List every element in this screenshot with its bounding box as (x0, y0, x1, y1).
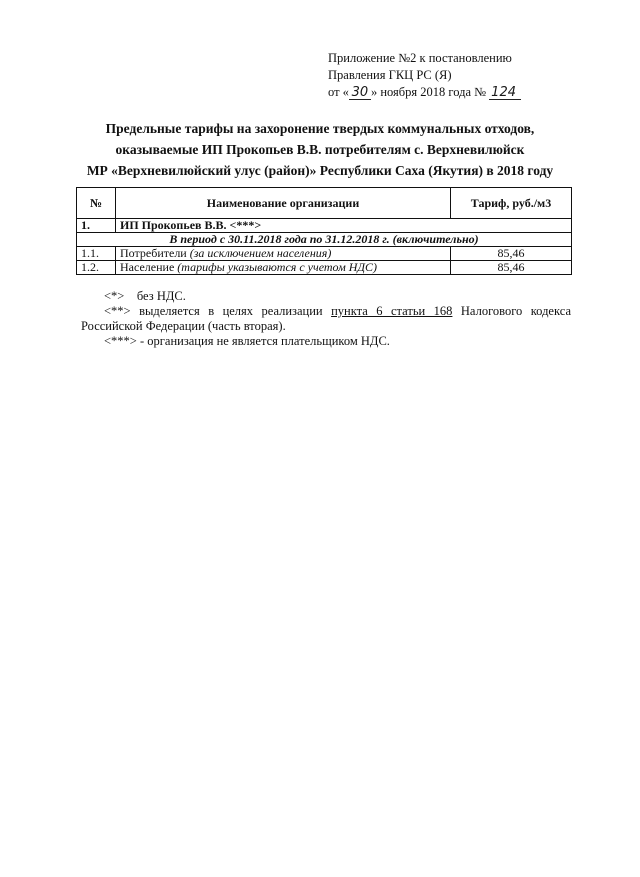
row-name-plain: Потребители (120, 246, 190, 260)
handwritten-resolution-number: 124 (489, 87, 521, 100)
row-name-italic: (тарифы указываются с учетом НДС) (177, 260, 378, 274)
header-tariff: Тариф, руб./м3 (451, 188, 572, 219)
row-name (116, 247, 451, 261)
footnote-2-line-1 (81, 304, 571, 319)
table-header-row (77, 188, 572, 219)
table-row (77, 247, 572, 261)
org-name: ИП Прокопьев В.В. <***> (116, 219, 572, 233)
footnote-1-mark: <*> (104, 289, 125, 303)
footnote-1-text: без НДС. (136, 289, 186, 303)
footnote-3-mark: <***> (104, 334, 137, 348)
header-name: Наименование организации (116, 188, 451, 219)
title-line-2: оказываемые ИП Прокопьев В.В. потребителям с. Верхневилюйск (115, 142, 525, 157)
table-row-organization (77, 219, 572, 233)
date-prefix: от « (328, 85, 349, 99)
table-row-period (77, 233, 572, 247)
appendix-header (328, 50, 521, 101)
header-num: № (77, 188, 116, 219)
appendix-line-2: Правления ГКЦ РС (Я) (328, 68, 452, 82)
footnote-1 (81, 289, 571, 304)
period-label: В период с 30.11.2018 года по 31.12.2018 г. (включительно) (77, 233, 572, 247)
org-num: 1. (77, 219, 116, 233)
date-middle: » ноября 2018 года № (370, 85, 487, 99)
footnotes (81, 289, 571, 349)
footnote-3-text: - организация не является плательщиком НДС. (139, 334, 390, 348)
footnote-2-text-before: выделяется в целях реализации (139, 304, 323, 318)
footnote-2-line-2: Российской Федерации (часть вторая). (81, 319, 286, 333)
row-num: 1.1. (77, 247, 116, 261)
title-line-3: МР «Верхневилюйский улус (район)» Республики Саха (Якутия) в 2018 году (86, 163, 554, 178)
footnote-3 (81, 334, 571, 349)
handwritten-day: 30 (349, 87, 371, 100)
document-title (40, 118, 600, 181)
tariff-table (76, 187, 572, 275)
row-num: 1.2. (77, 261, 116, 275)
row-name (116, 261, 451, 275)
row-tariff: 85,46 (451, 261, 572, 275)
title-line-1: Предельные тарифы на захоронение твердых коммунальных отходов, (105, 121, 535, 136)
tax-code-reference-link[interactable]: пункта 6 статьи 168 (331, 304, 453, 318)
row-name-plain: Население (120, 260, 178, 274)
appendix-date-line (328, 84, 521, 101)
appendix-line-1: Приложение №2 к постановлению (328, 51, 512, 65)
footnote-2-text-after: Налогового кодекса (460, 304, 571, 318)
footnote-2-mark: <**> (104, 304, 131, 318)
table-row (77, 261, 572, 275)
row-name-italic: (за исключением населения) (189, 246, 332, 260)
row-tariff: 85,46 (451, 247, 572, 261)
